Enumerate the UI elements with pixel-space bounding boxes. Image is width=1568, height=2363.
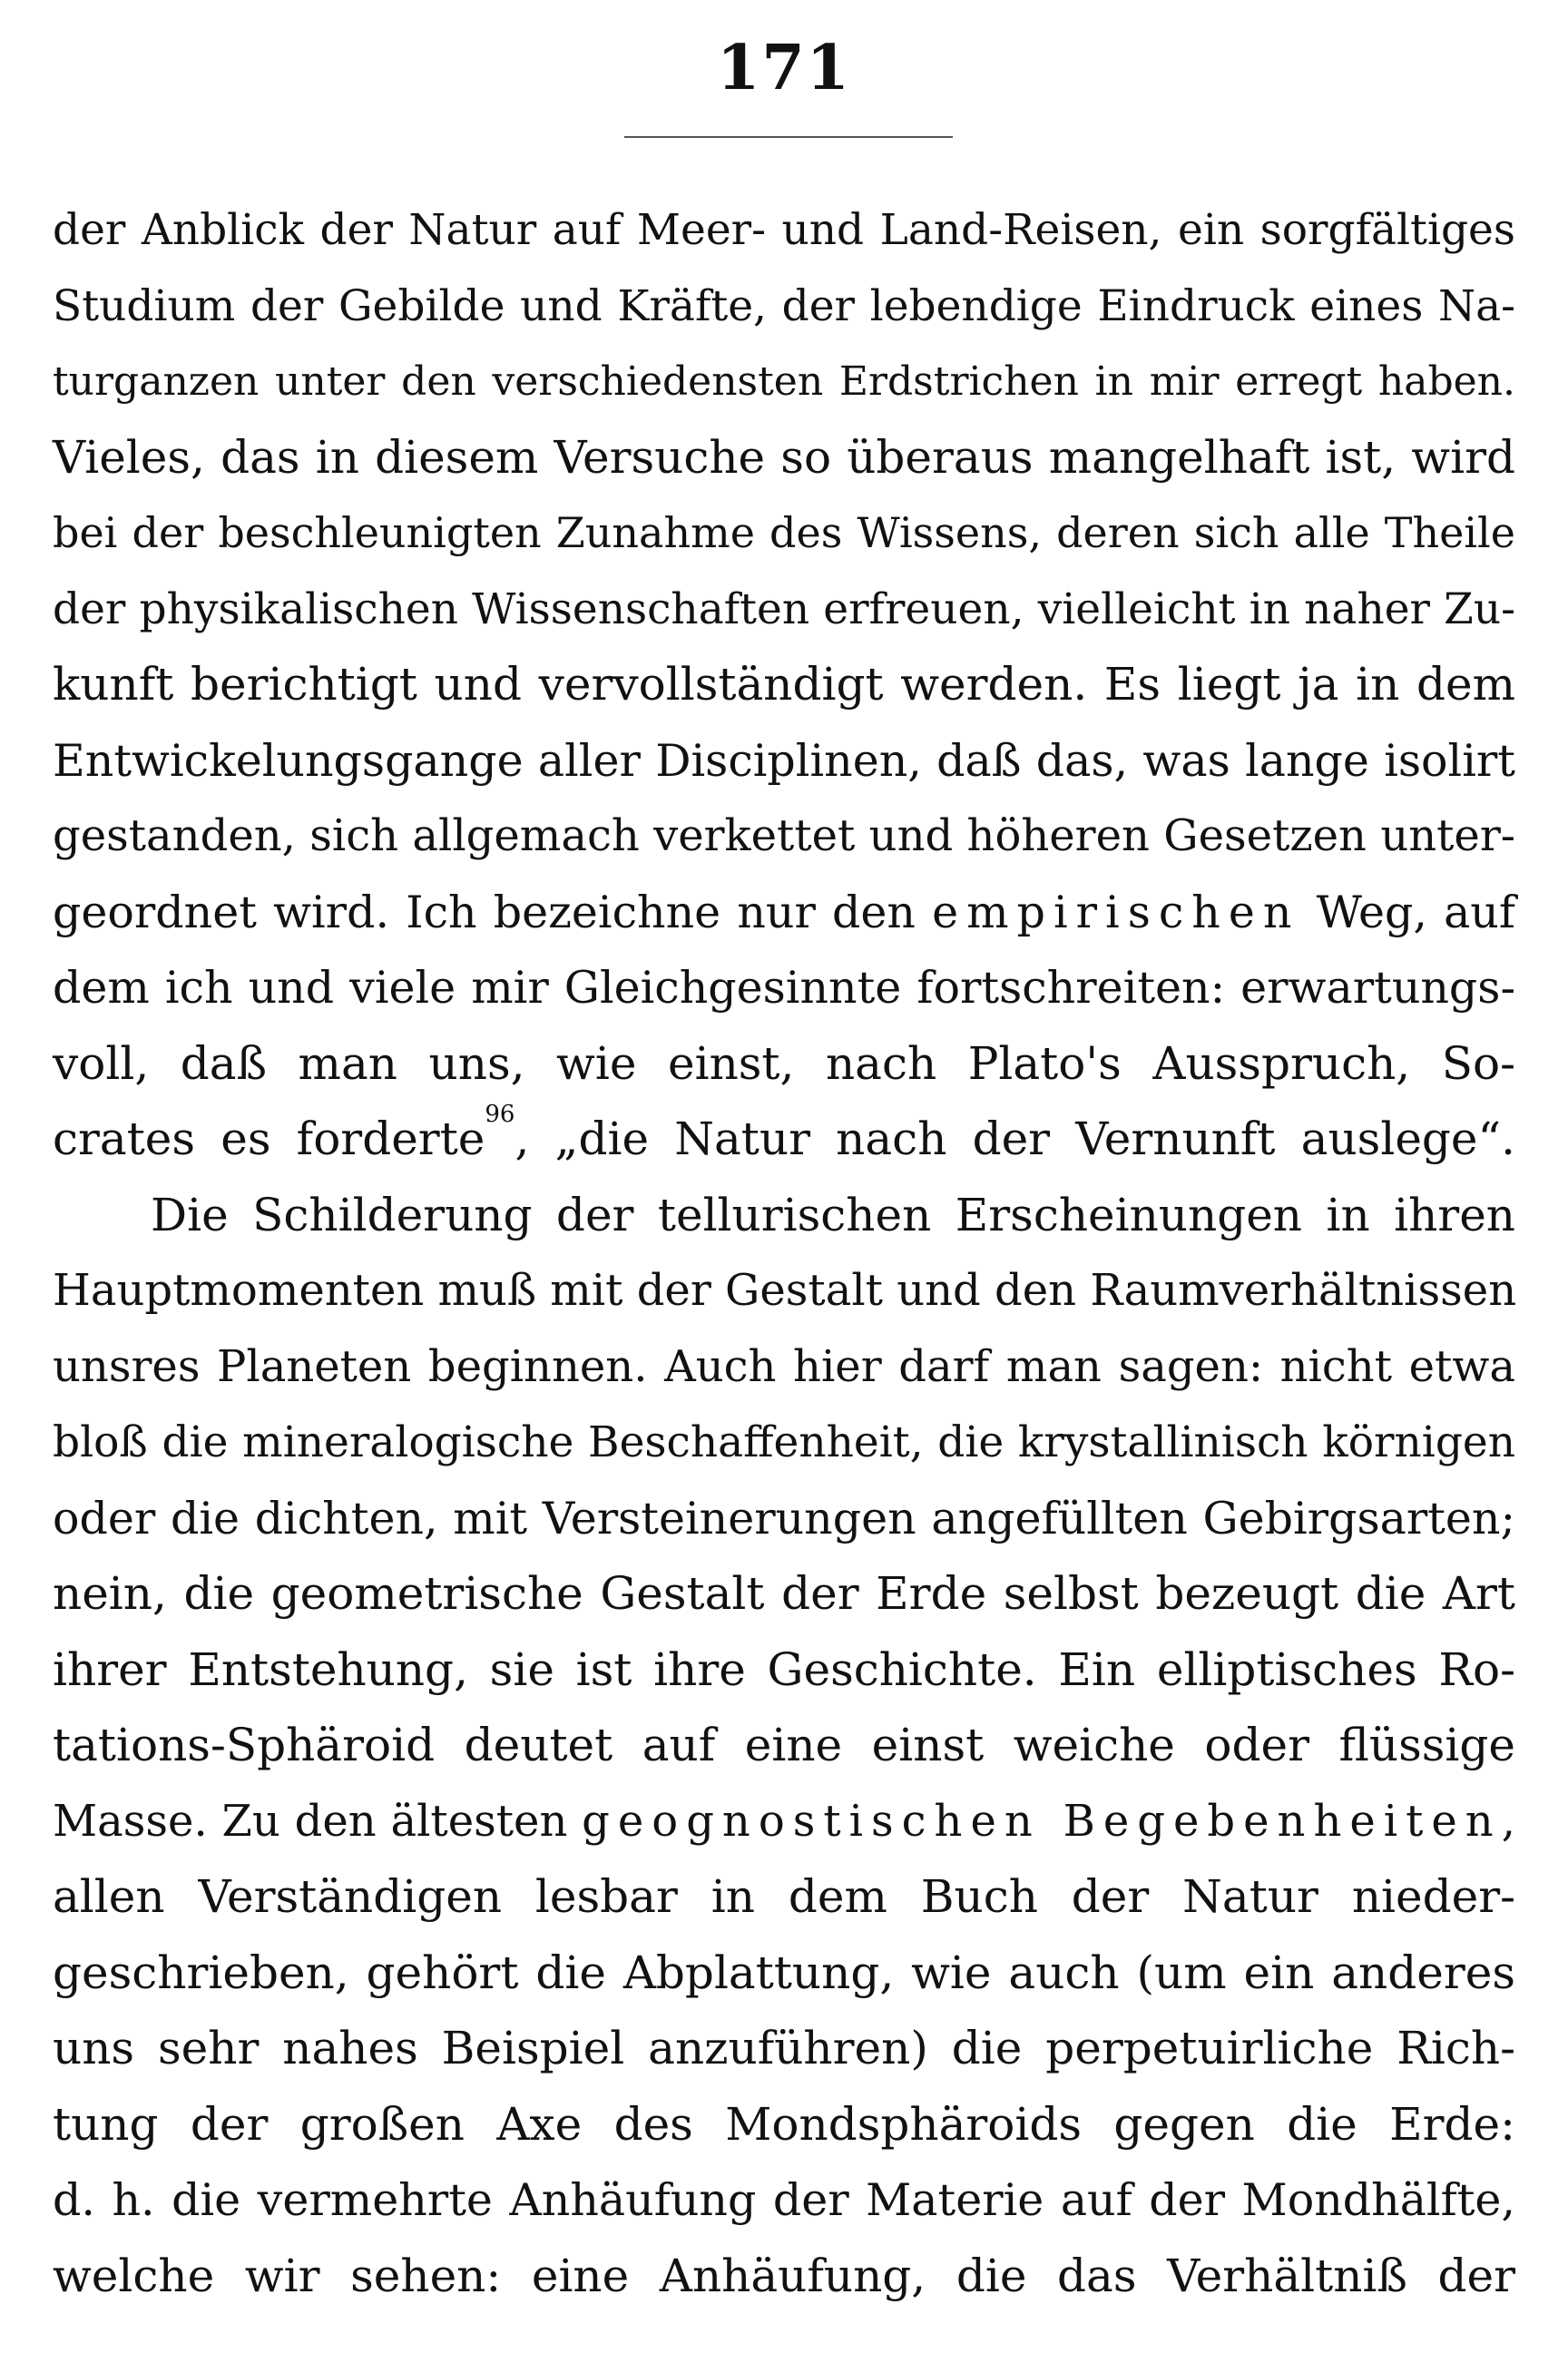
text-line [53, 1102, 1515, 1178]
body-text [53, 192, 1515, 2314]
emphasized-word: empirischen [932, 886, 1300, 938]
emphasized-phrase: geognostischen Begebenheiten [582, 1795, 1502, 1847]
text-line: bloß die mineralogische Beschaffenheit, die krystallinisch körnigen [53, 1417, 1515, 1467]
text-segment: Weg, auf [1299, 886, 1515, 938]
text-line: uns sehr nahes Beispiel anzuführen) die perpetuirliche Rich- [53, 2022, 1515, 2074]
text-segment: , „die Natur nach der Vernunft auslege“. [514, 1113, 1515, 1165]
text-line: welche wir sehen: eine Anhäufung, die das Verhältniß der [53, 2249, 1515, 2302]
header-rule [624, 136, 953, 138]
text-line [53, 875, 1515, 951]
text-line: Studium der Gebilde und Kräfte, der lebendige Eindruck eines Na- [53, 280, 1515, 331]
text-line: oder die dichten, mit Versteinerungen angefüllten Gebirgsarten; [53, 1492, 1515, 1544]
text-segment: Masse. Zu den ältesten [53, 1795, 583, 1847]
text-line: Vieles, das in diesem Versuche so überaus mangelhaft ist, wird [53, 430, 1515, 484]
text-line: voll, daß man uns, wie einst, nach Plato's Ausspruch, So- [53, 1036, 1515, 1090]
text-line: nein, die geometrische Gestalt der Erde selbst bezeugt die Art [53, 1567, 1515, 1620]
text-segment: geordnet wird. Ich bezeichne nur den [53, 886, 933, 938]
text-line: tung der großen Axe des Mondsphäroids gegen die Erde: [53, 2097, 1515, 2151]
text-line: turganzen unter den verschiedensten Erdstrichen in mir erregt haben. [53, 358, 1515, 405]
text-line: der physikalischen Wissenschaften erfreuen, vielleicht in naher Zu- [53, 583, 1515, 634]
text-line: tations-Sphäroid deutet auf eine einst weiche oder flüssige [53, 1719, 1515, 1771]
text-line: kunft berichtigt und vervollständigt werden. Es liegt ja in dem [53, 658, 1515, 711]
text-segment: crates es forderte [53, 1113, 485, 1165]
text-line: gestanden, sich allgemach verkettet und höheren Gesetzen unter- [53, 810, 1515, 861]
text-line: der Anblick der Natur auf Meer- und Land-Reisen, ein sorgfältiges [53, 205, 1515, 255]
text-line: Entwickelungsgange aller Disciplinen, daß das, was lange isolirt [53, 734, 1515, 787]
text-segment: , [1501, 1795, 1515, 1847]
text-line: allen Verständigen lesbar in dem Buch der Natur nieder- [53, 1870, 1515, 1923]
text-line [53, 1784, 1515, 1860]
text-line: Hauptmomenten muß mit der Gestalt und den Raumverhältnissen [53, 1265, 1517, 1316]
text-line: bei der beschleunigten Zunahme des Wissens, deren sich alle Theile [53, 508, 1515, 557]
paragraph-start-line: Die Schilderung der tellurischen Erscheinungen in ihren [151, 1188, 1515, 1241]
footnote-reference: 96 [485, 1101, 515, 1129]
text-line: dem ich und viele mir Gleichgesinnte fortschreiten: erwartungs- [53, 962, 1515, 1014]
text-line: unsres Planeten beginnen. Auch hier darf man sagen: nicht etwa [53, 1340, 1515, 1392]
text-line: d. h. die vermehrte Anhäufung der Materie auf der Mondhälfte, [53, 2174, 1515, 2226]
text-line: ihrer Entstehung, sie ist ihre Geschichte. Ein elliptisches Ro- [53, 1642, 1515, 1696]
page-number: 171 [717, 32, 851, 104]
text-line: geschrieben, gehört die Abplattung, wie auch (um ein anderes [53, 1946, 1515, 1999]
